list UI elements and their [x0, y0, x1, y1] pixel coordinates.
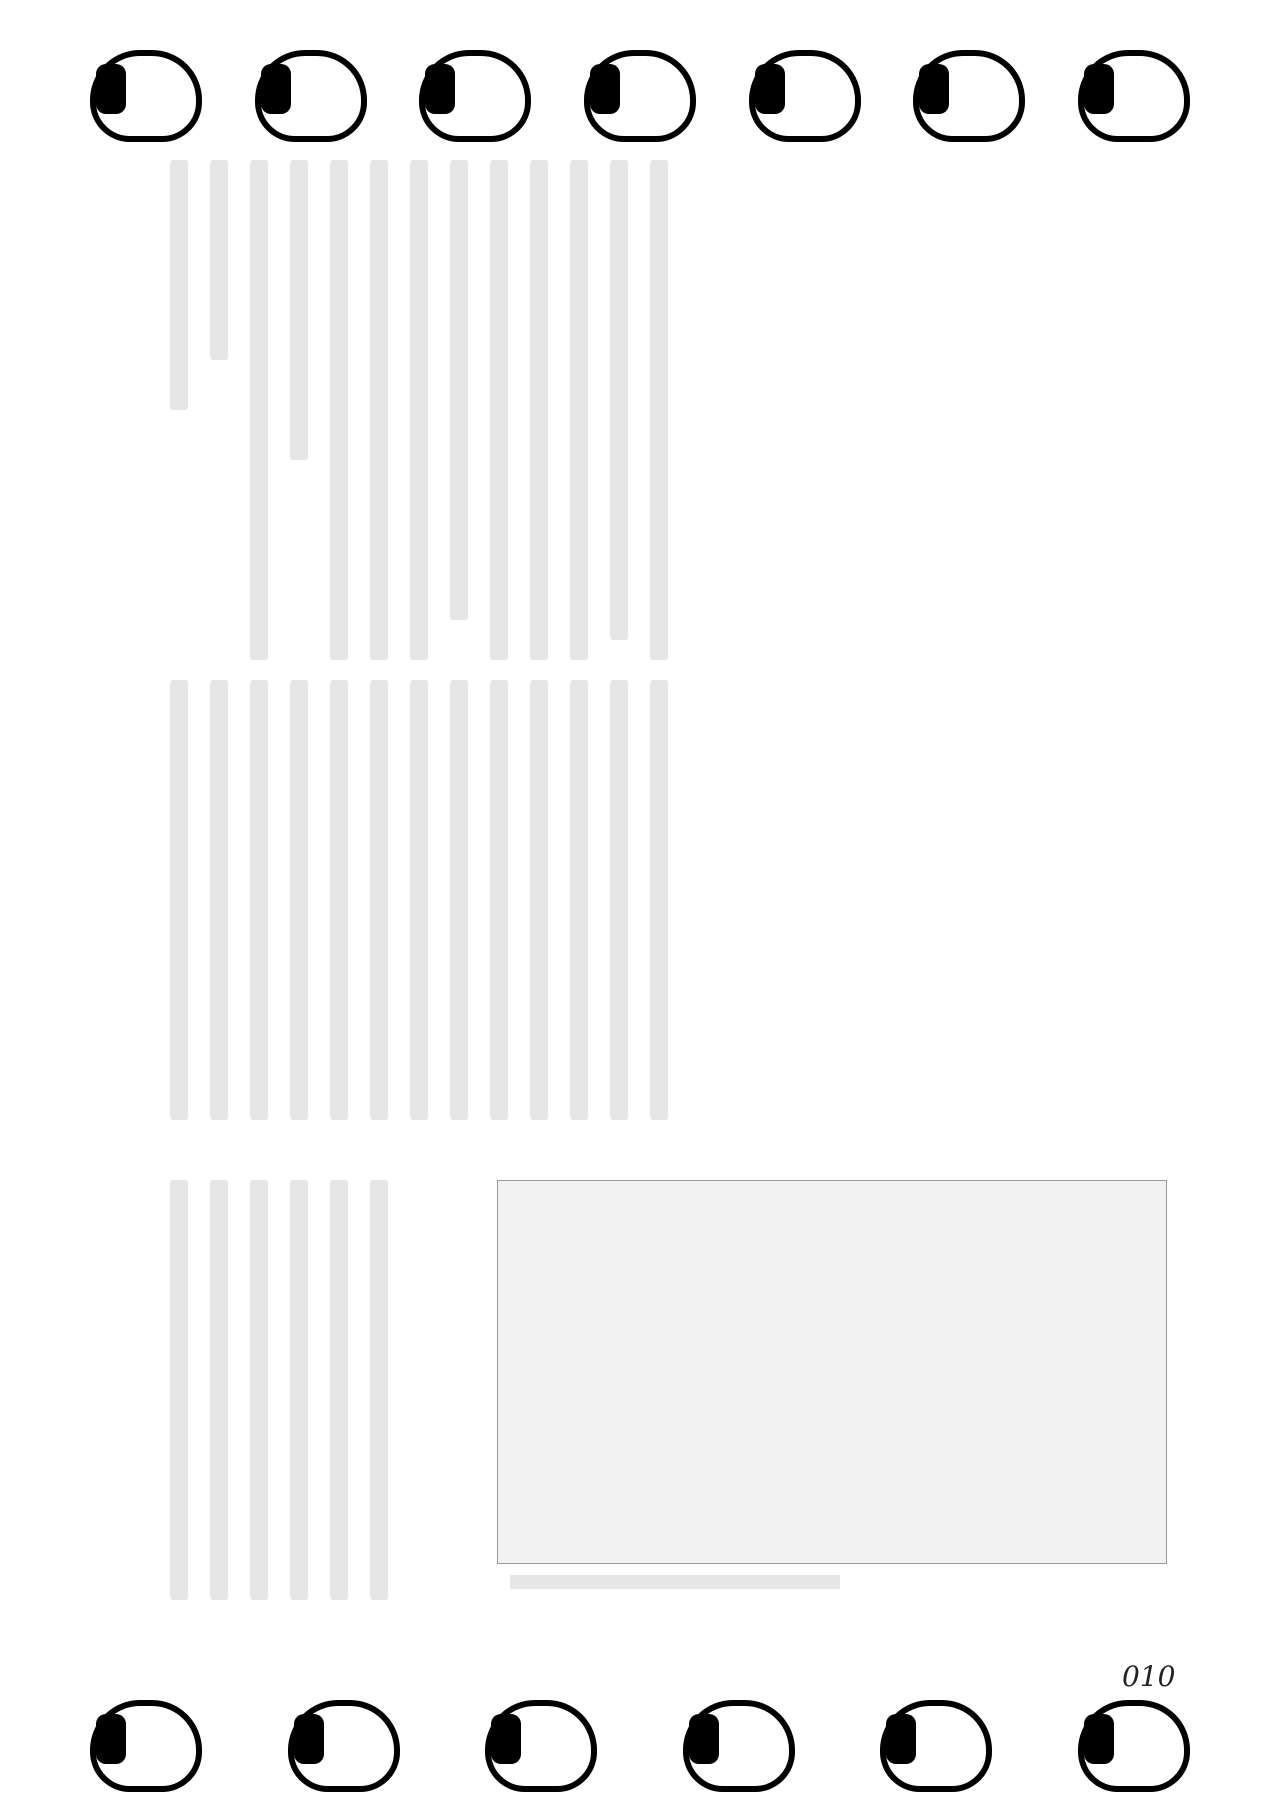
- figure-caption-placeholder: [510, 1575, 840, 1589]
- decorative-motif-icon: [485, 1700, 597, 1792]
- decorative-motif-icon: [683, 1700, 795, 1792]
- decorative-motif-icon: [90, 50, 202, 142]
- decorative-motif-icon: [1078, 1700, 1190, 1792]
- decorative-motif-icon: [880, 1700, 992, 1792]
- page-number: 010: [1122, 1660, 1176, 1693]
- decorative-motif-icon: [419, 50, 531, 142]
- text-columns-middle: [170, 680, 668, 1120]
- decorative-motif-icon: [584, 50, 696, 142]
- text-columns-lower: [170, 1180, 388, 1640]
- decorative-motif-icon: [1078, 50, 1190, 142]
- decorative-border-bottom: [90, 1700, 1190, 1792]
- text-columns-upper: [170, 160, 668, 660]
- decorative-motif-icon: [90, 1700, 202, 1792]
- decorative-motif-icon: [255, 50, 367, 142]
- decorative-motif-icon: [288, 1700, 400, 1792]
- decorative-motif-icon: [749, 50, 861, 142]
- decorative-border-top: [90, 50, 1190, 142]
- figure-placeholder: [497, 1180, 1167, 1564]
- decorative-motif-icon: [913, 50, 1025, 142]
